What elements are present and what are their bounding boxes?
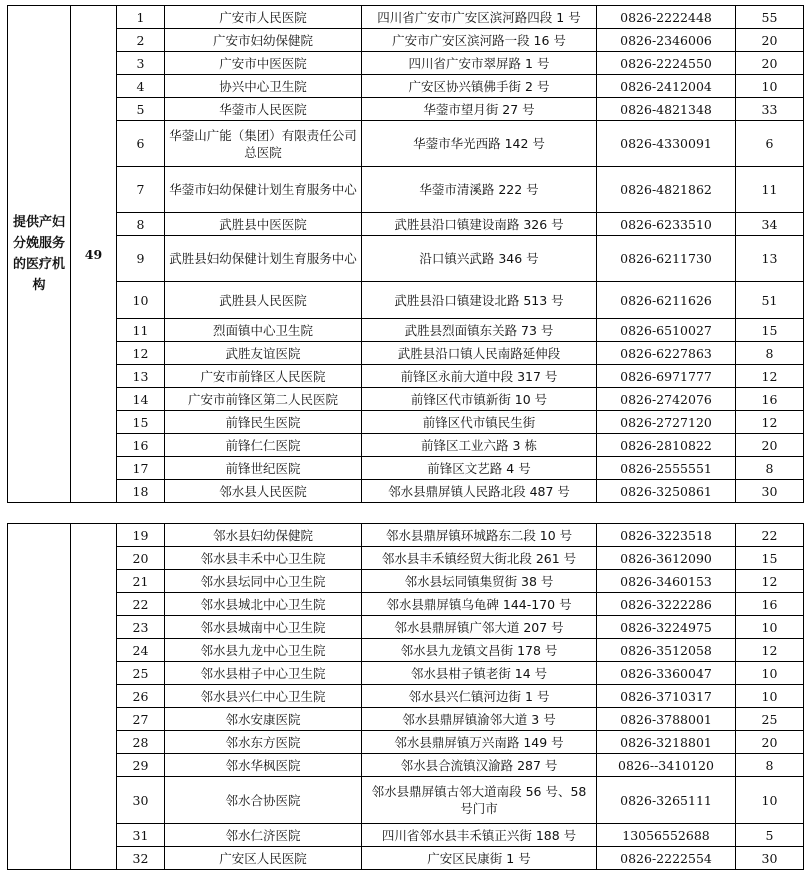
beds-cell: 20 — [736, 434, 804, 457]
beds-cell: 10 — [736, 685, 804, 708]
hospital-name-cell: 邻水县九龙中心卫生院 — [165, 639, 362, 662]
phone-cell: 0826-2555551 — [597, 457, 736, 480]
row-number-cell: 31 — [117, 824, 165, 847]
row-number-cell: 11 — [117, 319, 165, 342]
row-number-cell: 12 — [117, 342, 165, 365]
beds-cell: 30 — [736, 847, 804, 870]
hospital-name-cell: 武胜友谊医院 — [165, 342, 362, 365]
phone-cell: 0826-2224550 — [597, 52, 736, 75]
address-cell: 邻水县坛同镇集贸街 38 号 — [362, 570, 597, 593]
row-number-cell: 6 — [117, 121, 165, 167]
table-row — [8, 319, 804, 342]
table-row — [8, 777, 804, 824]
table-row — [8, 754, 804, 777]
hospital-name-cell: 广安区人民医院 — [165, 847, 362, 870]
address-cell: 前锋区工业六路 3 栋 — [362, 434, 597, 457]
phone-cell: 0826-3218801 — [597, 731, 736, 754]
row-number-cell: 8 — [117, 213, 165, 236]
hospital-name-cell: 前锋仁仁医院 — [165, 434, 362, 457]
phone-cell: 0826-2810822 — [597, 434, 736, 457]
hospital-name-cell: 广安市妇幼保健院 — [165, 29, 362, 52]
hospital-name-cell: 武胜县人民医院 — [165, 282, 362, 319]
table-row — [8, 731, 804, 754]
phone-cell: 13056552688 — [597, 824, 736, 847]
hospital-name-cell: 邻水县妇幼保健院 — [165, 524, 362, 547]
table-row — [8, 662, 804, 685]
table-row — [8, 708, 804, 731]
beds-cell: 6 — [736, 121, 804, 167]
address-cell: 前锋区永前大道中段 317 号 — [362, 365, 597, 388]
phone-cell: 0826-2222448 — [597, 6, 736, 29]
hospital-name-cell: 广安市中医医院 — [165, 52, 362, 75]
hospital-name-cell: 邻水县柑子中心卫生院 — [165, 662, 362, 685]
table-row — [8, 52, 804, 75]
beds-cell: 34 — [736, 213, 804, 236]
phone-cell: 0826-4330091 — [597, 121, 736, 167]
table-body-page-1 — [8, 6, 804, 503]
beds-cell: 20 — [736, 52, 804, 75]
row-number-cell: 4 — [117, 75, 165, 98]
address-cell: 邻水县鼎屏镇环城路东二段 10 号 — [362, 524, 597, 547]
phone-cell: 0826-3222286 — [597, 593, 736, 616]
address-cell: 华蓥市清溪路 222 号 — [362, 167, 597, 213]
phone-cell: 0826-6211626 — [597, 282, 736, 319]
address-cell: 前锋区代市镇民生街 — [362, 411, 597, 434]
address-cell: 邻水县九龙镇文昌街 178 号 — [362, 639, 597, 662]
beds-cell: 55 — [736, 6, 804, 29]
phone-cell: 0826-6227863 — [597, 342, 736, 365]
address-cell: 邻水县柑子镇老街 14 号 — [362, 662, 597, 685]
address-cell: 武胜县烈面镇东关路 73 号 — [362, 319, 597, 342]
row-number-cell: 22 — [117, 593, 165, 616]
phone-cell: 0826-2742076 — [597, 388, 736, 411]
beds-cell: 20 — [736, 731, 804, 754]
hospital-name-cell: 前锋民生医院 — [165, 411, 362, 434]
hospital-name-cell: 华蓥市人民医院 — [165, 98, 362, 121]
row-number-cell: 16 — [117, 434, 165, 457]
category-cell-continued — [8, 524, 71, 870]
hospital-name-cell: 协兴中心卫生院 — [165, 75, 362, 98]
address-cell: 武胜县沿口镇人民南路延伸段 — [362, 342, 597, 365]
row-number-cell: 21 — [117, 570, 165, 593]
hospital-name-cell: 邻水县兴仁中心卫生院 — [165, 685, 362, 708]
phone-cell: 0826-3265111 — [597, 777, 736, 824]
row-number-cell: 25 — [117, 662, 165, 685]
address-cell: 沿口镇兴武路 346 号 — [362, 236, 597, 282]
hospital-name-cell: 邻水县坛同中心卫生院 — [165, 570, 362, 593]
row-number-cell: 20 — [117, 547, 165, 570]
table-row — [8, 75, 804, 98]
beds-cell: 16 — [736, 593, 804, 616]
hospital-name-cell: 广安市人民医院 — [165, 6, 362, 29]
hospital-name-cell: 邻水东方医院 — [165, 731, 362, 754]
beds-cell: 8 — [736, 342, 804, 365]
address-cell: 邻水县鼎屏镇渝邻大道 3 号 — [362, 708, 597, 731]
address-cell: 邻水县丰禾镇经贸大街北段 261 号 — [362, 547, 597, 570]
beds-cell: 30 — [736, 480, 804, 503]
phone-cell: 0826-2727120 — [597, 411, 736, 434]
table-row — [8, 847, 804, 870]
phone-cell: 0826-3360047 — [597, 662, 736, 685]
table-row — [8, 593, 804, 616]
table-row — [8, 29, 804, 52]
row-number-cell: 9 — [117, 236, 165, 282]
table-row — [8, 388, 804, 411]
hospital-table-page-2 — [7, 523, 804, 870]
phone-cell: 0826-3250861 — [597, 480, 736, 503]
table-row — [8, 685, 804, 708]
row-number-cell: 13 — [117, 365, 165, 388]
address-cell: 华蓥市望月街 27 号 — [362, 98, 597, 121]
hospital-name-cell: 武胜县中医医院 — [165, 213, 362, 236]
address-cell: 前锋区文艺路 4 号 — [362, 457, 597, 480]
beds-cell: 8 — [736, 457, 804, 480]
table-row — [8, 6, 804, 29]
table-row — [8, 342, 804, 365]
row-number-cell: 28 — [117, 731, 165, 754]
phone-cell: 0826-6971777 — [597, 365, 736, 388]
table-row — [8, 282, 804, 319]
phone-cell: 0826-6233510 — [597, 213, 736, 236]
hospital-name-cell: 华蓥山广能（集团）有限责任公司总医院 — [165, 121, 362, 167]
hospital-name-cell: 邻水县城南中心卫生院 — [165, 616, 362, 639]
hospital-name-cell: 邻水县丰禾中心卫生院 — [165, 547, 362, 570]
beds-cell: 13 — [736, 236, 804, 282]
table-row — [8, 480, 804, 503]
phone-cell: 0826-3460153 — [597, 570, 736, 593]
table-row — [8, 616, 804, 639]
table-row — [8, 213, 804, 236]
beds-cell: 10 — [736, 75, 804, 98]
row-number-cell: 24 — [117, 639, 165, 662]
hospital-name-cell: 武胜县妇幼保健计划生育服务中心 — [165, 236, 362, 282]
phone-cell: 0826-6211730 — [597, 236, 736, 282]
table-row — [8, 524, 804, 547]
row-number-cell: 26 — [117, 685, 165, 708]
beds-cell: 12 — [736, 639, 804, 662]
row-number-cell: 3 — [117, 52, 165, 75]
beds-cell: 10 — [736, 777, 804, 824]
phone-cell: 0826-2346006 — [597, 29, 736, 52]
row-number-cell: 5 — [117, 98, 165, 121]
beds-cell: 51 — [736, 282, 804, 319]
table-row — [8, 236, 804, 282]
hospital-name-cell: 前锋世纪医院 — [165, 457, 362, 480]
hospital-name-cell: 华蓥市妇幼保健计划生育服务中心 — [165, 167, 362, 213]
phone-cell: 0826-2412004 — [597, 75, 736, 98]
hospital-name-cell: 邻水合协医院 — [165, 777, 362, 824]
beds-cell: 12 — [736, 570, 804, 593]
row-number-cell: 15 — [117, 411, 165, 434]
address-cell: 前锋区代市镇新街 10 号 — [362, 388, 597, 411]
beds-cell: 20 — [736, 29, 804, 52]
beds-cell: 8 — [736, 754, 804, 777]
phone-cell: 0826-3612090 — [597, 547, 736, 570]
table-row — [8, 167, 804, 213]
row-number-cell: 1 — [117, 6, 165, 29]
hospital-name-cell: 邻水县人民医院 — [165, 480, 362, 503]
phone-cell: 0826-3710317 — [597, 685, 736, 708]
hospital-name-cell: 邻水安康医院 — [165, 708, 362, 731]
hospital-name-cell: 广安市前锋区人民医院 — [165, 365, 362, 388]
phone-cell: 0826-2222554 — [597, 847, 736, 870]
table-row — [8, 98, 804, 121]
address-cell: 邻水县鼎屏镇人民路北段 487 号 — [362, 480, 597, 503]
row-number-cell: 23 — [117, 616, 165, 639]
beds-cell: 5 — [736, 824, 804, 847]
address-cell: 广安区协兴镇佛手街 2 号 — [362, 75, 597, 98]
table-row — [8, 365, 804, 388]
beds-cell: 25 — [736, 708, 804, 731]
total-count-cell: 49 — [71, 6, 117, 503]
table-row — [8, 824, 804, 847]
beds-cell: 12 — [736, 365, 804, 388]
beds-cell: 33 — [736, 98, 804, 121]
address-cell: 邻水县鼎屏镇古邻大道南段 56 号、58 号门市 — [362, 777, 597, 824]
address-cell: 武胜县沿口镇建设南路 326 号 — [362, 213, 597, 236]
table-row — [8, 457, 804, 480]
address-cell: 四川省广安市翠屏路 1 号 — [362, 52, 597, 75]
beds-cell: 15 — [736, 547, 804, 570]
phone-cell: 0826-3512058 — [597, 639, 736, 662]
address-cell: 邻水县鼎屏镇万兴南路 149 号 — [362, 731, 597, 754]
address-cell: 华蓥市华光西路 142 号 — [362, 121, 597, 167]
hospital-name-cell: 广安市前锋区第二人民医院 — [165, 388, 362, 411]
phone-cell: 0826--3410120 — [597, 754, 736, 777]
row-number-cell: 29 — [117, 754, 165, 777]
hospital-table-page-1 — [7, 5, 804, 503]
beds-cell: 16 — [736, 388, 804, 411]
row-number-cell: 30 — [117, 777, 165, 824]
row-number-cell: 2 — [117, 29, 165, 52]
table-row — [8, 411, 804, 434]
hospital-name-cell: 邻水仁济医院 — [165, 824, 362, 847]
table-row — [8, 121, 804, 167]
hospital-name-cell: 邻水华枫医院 — [165, 754, 362, 777]
address-cell: 邻水县鼎屏镇乌龟碑 144-170 号 — [362, 593, 597, 616]
total-count-cell-continued — [71, 524, 117, 870]
phone-cell: 0826-4821862 — [597, 167, 736, 213]
beds-cell: 22 — [736, 524, 804, 547]
phone-cell: 0826-6510027 — [597, 319, 736, 342]
row-number-cell: 19 — [117, 524, 165, 547]
address-cell: 邻水县鼎屏镇广邻大道 207 号 — [362, 616, 597, 639]
row-number-cell: 17 — [117, 457, 165, 480]
address-cell: 广安市广安区滨河路一段 16 号 — [362, 29, 597, 52]
address-cell: 邻水县合流镇汉渝路 287 号 — [362, 754, 597, 777]
address-cell: 四川省邻水县丰禾镇正兴街 188 号 — [362, 824, 597, 847]
phone-cell: 0826-4821348 — [597, 98, 736, 121]
address-cell: 四川省广安市广安区滨河路四段 1 号 — [362, 6, 597, 29]
address-cell: 邻水县兴仁镇河边街 1 号 — [362, 685, 597, 708]
row-number-cell: 27 — [117, 708, 165, 731]
row-number-cell: 32 — [117, 847, 165, 870]
table-row — [8, 547, 804, 570]
hospital-name-cell: 邻水县城北中心卫生院 — [165, 593, 362, 616]
table-row — [8, 639, 804, 662]
beds-cell: 10 — [736, 616, 804, 639]
address-cell: 武胜县沿口镇建设北路 513 号 — [362, 282, 597, 319]
category-cell: 提供产妇分娩服务的医疗机构 — [8, 6, 71, 503]
row-number-cell: 18 — [117, 480, 165, 503]
row-number-cell: 14 — [117, 388, 165, 411]
row-number-cell: 7 — [117, 167, 165, 213]
phone-cell: 0826-3788001 — [597, 708, 736, 731]
beds-cell: 15 — [736, 319, 804, 342]
beds-cell: 12 — [736, 411, 804, 434]
hospital-name-cell: 烈面镇中心卫生院 — [165, 319, 362, 342]
table-row — [8, 570, 804, 593]
table-body-page-2 — [8, 524, 804, 870]
table-row — [8, 434, 804, 457]
phone-cell: 0826-3223518 — [597, 524, 736, 547]
address-cell: 广安区民康街 1 号 — [362, 847, 597, 870]
row-number-cell: 10 — [117, 282, 165, 319]
beds-cell: 11 — [736, 167, 804, 213]
beds-cell: 10 — [736, 662, 804, 685]
phone-cell: 0826-3224975 — [597, 616, 736, 639]
